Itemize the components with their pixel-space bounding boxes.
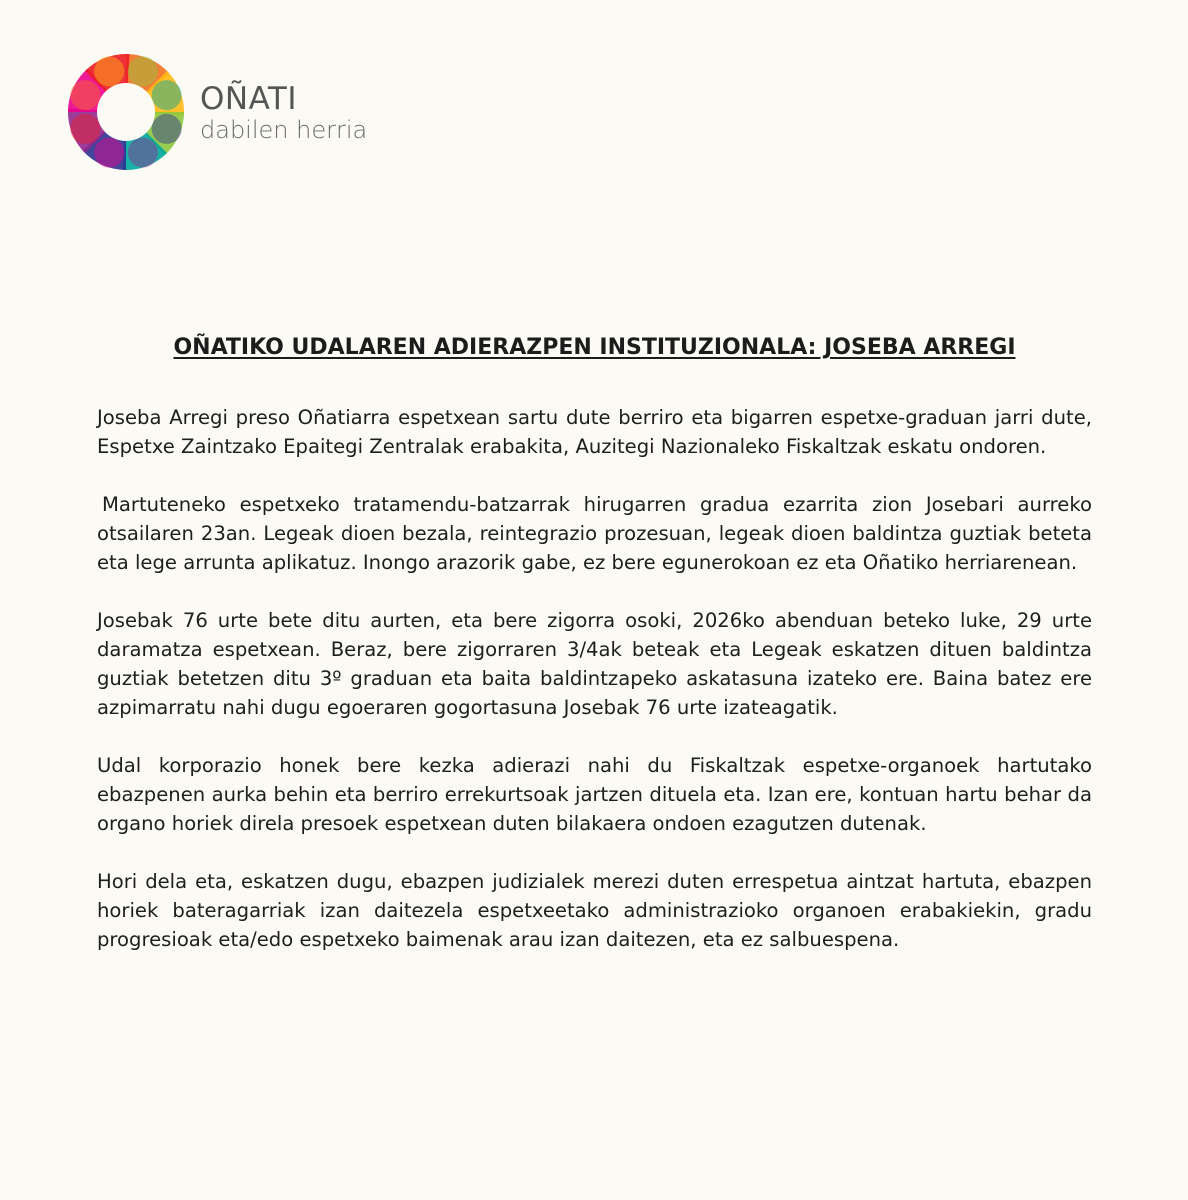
paragraph-2: Martuteneko espetxeko tratamendu-batzarrak hirugarren gradua ezarrita zion Josebari aurreko otsailaren 23an. Legeak dioen bezala, reintegrazio prozesuan, legeak dioen baldintza guztiak beteta eta lege arrunta aplikatuz. Inongo arazorik gabe, ez bere egunerokoan ez eta Oñatiko herriarenean. bbox=[97, 493, 1092, 574]
ring-petal bbox=[152, 114, 182, 144]
paragraph-5: Hori dela eta, eskatzen dugu, ebazpen judizialek merezi duten errespetua aintzat hartuta, ebazpen horiek bateragarriak izan daitezela espetxeetako administrazioko organoen erabakiekin, gradu progresioak eta/edo espetxeko baimenak arau izan daitezen, eta ez salbuespena. bbox=[97, 870, 1092, 951]
paragraph-4: Udal korporazio honek bere kezka adierazi nahi du Fiskaltzak espetxe-organoek hartutako ebazpenen aurka behin eta berriro errekurtsoak jartzen dituela eta. Izan ere, kontuan hartu behar da organo horiek direla presoek espetxean duten bilakaera ondoen ezagutzen dutenak. bbox=[97, 754, 1092, 835]
ring-petal bbox=[128, 138, 158, 168]
ring-petal bbox=[94, 138, 124, 168]
ring-petal bbox=[70, 80, 100, 110]
paragraph-3: Josebak 76 urte bete ditu aurten, eta bere zigorra osoki, 2026ko abenduan beteko luke, 29 urte daramatza espetxean. Beraz, bere zigorraren 3/4ak beteak eta Legeak eskatzen dituen baldintza guztiak betetzen ditu 3º graduan eta baita baldintzapeko askatasuna izateko ere. Baina batez ere azpimarratu nahi dugu egoeraren gogortasuna Josebak 76 urte izateagatik. bbox=[97, 609, 1092, 719]
document-title: OÑATIKO UDALAREN ADIERAZPEN INSTITUZIONALA: JOSEBA ARREGI bbox=[173, 335, 1016, 360]
paragraph-1: Joseba Arregi preso Oñatiarra espetxean sartu dute berriro eta bigarren espetxe-graduan jarri dute, Espetxe Zaintzako Epaitegi Zentralak erabakita, Auzitegi Nazionaleko Fiskaltzak eskatu ondoren. bbox=[97, 406, 1092, 458]
ring-petal bbox=[152, 80, 182, 110]
ring-petal bbox=[94, 56, 124, 86]
logo-tagline: dabilen herria bbox=[200, 116, 368, 144]
colorful-ring-logo-icon bbox=[66, 52, 186, 172]
ring-petal bbox=[70, 114, 100, 144]
onati-logo bbox=[66, 52, 386, 174]
logo-name: OÑATI bbox=[200, 81, 297, 117]
document-body bbox=[97, 333, 1092, 983]
ring-petal bbox=[128, 56, 158, 86]
